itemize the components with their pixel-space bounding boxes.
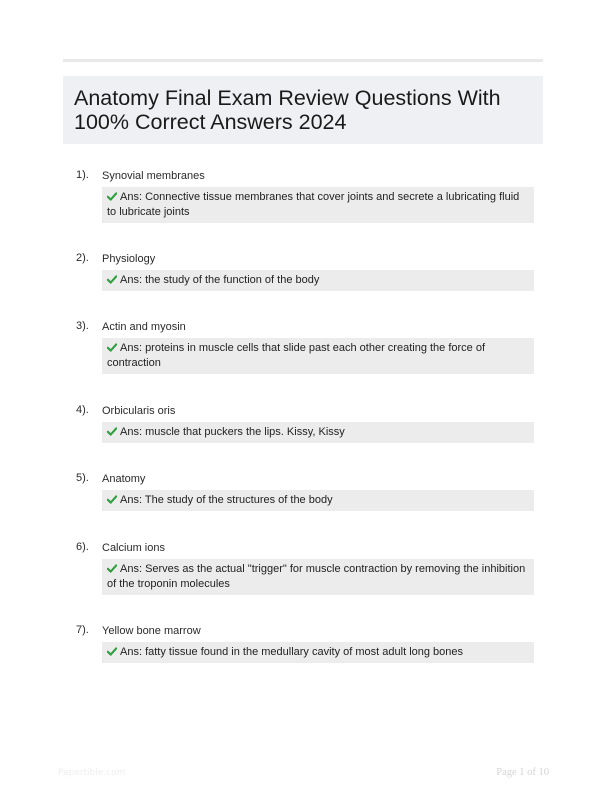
answer-text: Ans: the study of the function of the body [120,274,320,286]
question-number: 6). [76,541,89,553]
page-number: Page 1 of 10 [496,767,549,778]
answer-text: Ans: Serves as the actual "trigger" for muscle contraction by removing the inhibition of the troponin molecules [107,563,526,590]
question-number: 5). [76,472,89,484]
answer-text: Ans: The study of the structures of the body [120,494,333,506]
question-text: Synovial membranes [102,170,205,182]
check-icon [107,192,117,201]
answer-box [102,490,534,511]
answer-box [102,422,534,443]
question-number: 1). [76,169,89,181]
question-text: Calcium ions [102,542,165,554]
answer-box [102,642,534,663]
question-text: Anatomy [102,473,146,485]
check-icon [107,647,117,656]
answer-box [102,187,534,223]
check-icon [107,275,117,284]
question-number: 3). [76,320,89,332]
question-number: 4). [76,404,89,416]
answer-box [102,270,534,291]
answer-box [102,559,534,595]
question-number: 7). [76,624,89,636]
question-number: 2). [76,252,89,264]
question-text: Physiology [102,253,156,265]
check-icon [107,495,117,504]
question-text: Yellow bone marrow [102,625,201,637]
answer-text: Ans: muscle that puckers the lips. Kissy, Kissy [120,426,345,438]
check-icon [107,564,117,573]
question-text: Orbicularis oris [102,405,176,417]
page-title: Anatomy Final Exam Review Questions With 100% Correct Answers 2024 [74,86,501,134]
answer-box [102,338,534,374]
answer-text: Ans: fatty tissue found in the medullary cavity of most adult long bones [120,646,464,658]
check-icon [107,343,117,352]
footer-watermark: Papertible.com [58,768,126,778]
answer-text: Ans: Connective tissue membranes that cover joints and secrete a lubricating fluid to lubricate joints [107,191,520,218]
check-icon [107,427,117,436]
answer-text: Ans: proteins in muscle cells that slide past each other creating the force of contraction [107,342,486,369]
question-text: Actin and myosin [102,321,186,333]
